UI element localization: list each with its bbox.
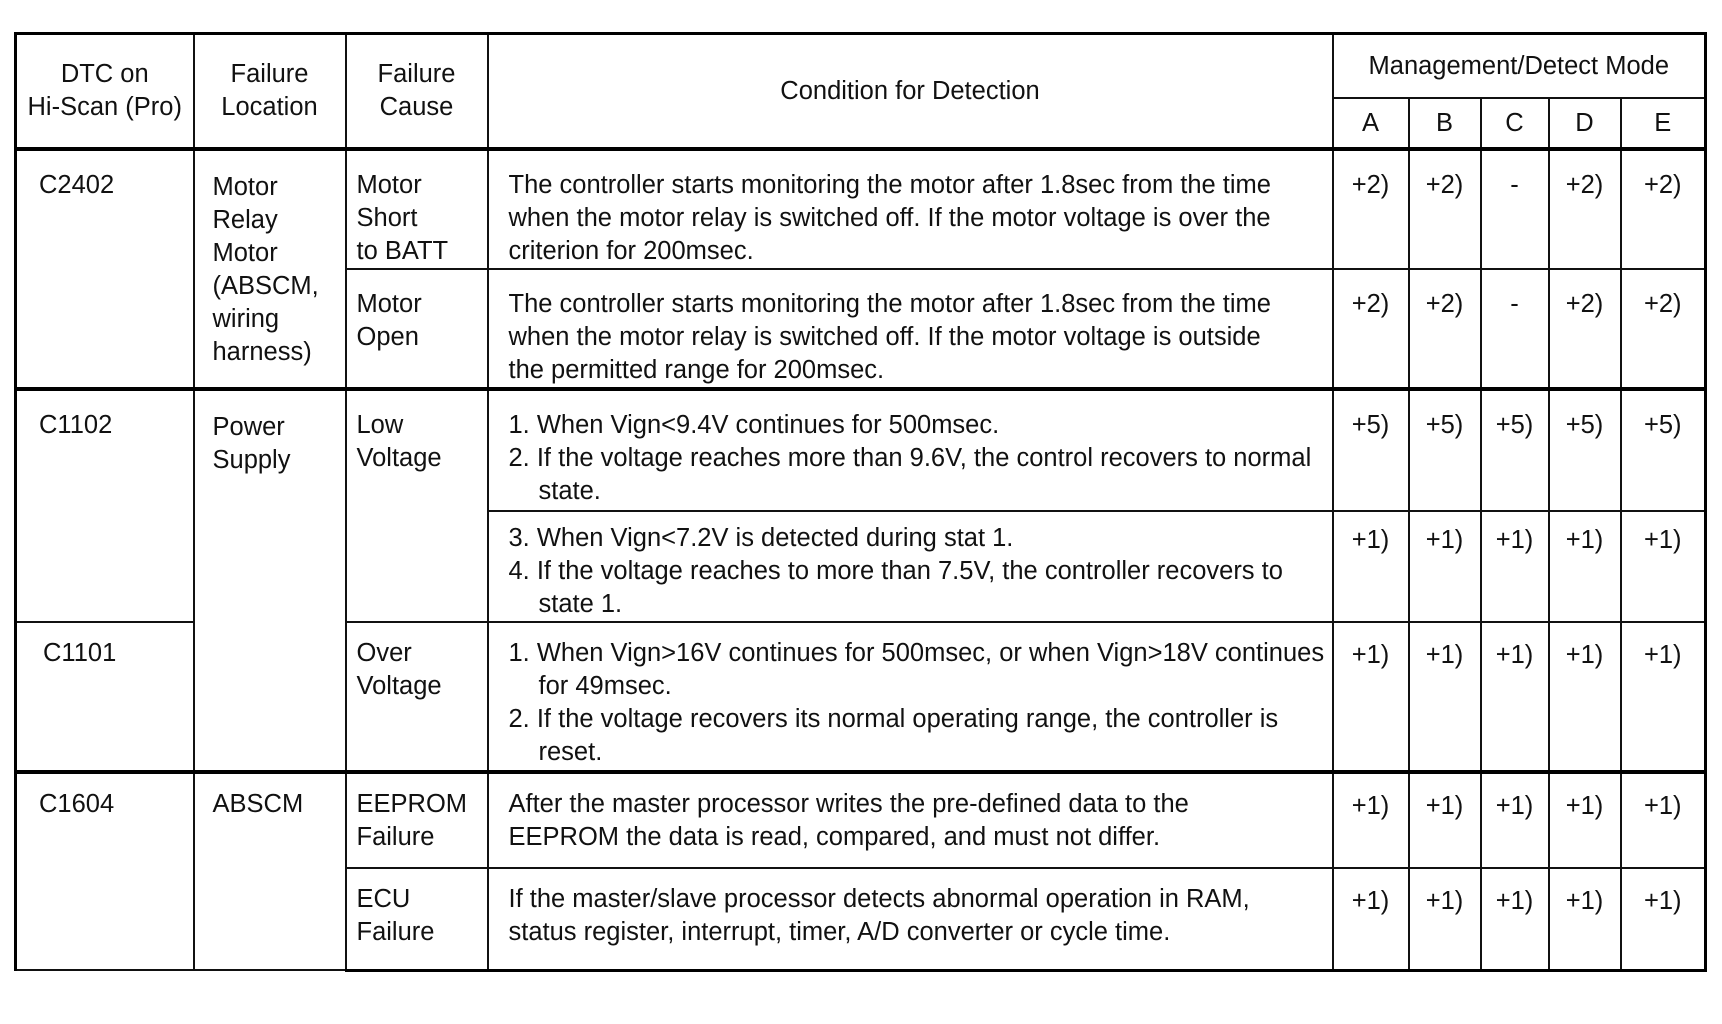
mode-e-value: +1) [1621, 772, 1706, 868]
mode-c-value: +1) [1481, 772, 1549, 868]
mode-a-value: +1) [1333, 511, 1409, 622]
cause-line: EEPROM [356, 790, 468, 818]
failure-cause [346, 772, 488, 868]
header-cause-line: Cause [379, 93, 454, 121]
mode-b-value: +2) [1409, 269, 1481, 389]
condition-line: status register, interrupt, timer, A/D converter or cycle time. [508, 918, 1171, 946]
table-row [16, 149, 1706, 269]
header-row [16, 34, 1706, 99]
condition-line: criterion for 200msec. [508, 237, 754, 265]
condition-list [509, 522, 1326, 621]
failure-cause [346, 269, 488, 389]
mode-e-value: +2) [1621, 149, 1706, 269]
header-location-line: Location [221, 93, 318, 121]
dtc-code: C1102 [16, 389, 194, 622]
mode-a-value: +2) [1333, 269, 1409, 389]
mode-b-value: +2) [1409, 149, 1481, 269]
condition-line: The controller starts monitoring the motor after 1.8sec from the time [508, 290, 1271, 318]
detection-condition [488, 511, 1333, 622]
mode-c-value: +5) [1481, 389, 1549, 511]
header-dtc-line: DTC on [60, 60, 149, 88]
mode-e-value: +5) [1621, 389, 1706, 511]
cause-line: Voltage [356, 444, 442, 472]
detection-condition [488, 772, 1333, 868]
mode-d-value: +2) [1549, 269, 1621, 389]
condition-line: If the master/slave processor detects abnormal operation in RAM, [508, 885, 1250, 913]
header-mode-c: C [1481, 98, 1549, 149]
cause-line: Motor [356, 171, 422, 199]
header-cause-line: Failure [377, 60, 456, 88]
cause-line: Failure [356, 823, 435, 851]
detection-condition [488, 269, 1333, 389]
failure-location [194, 149, 346, 389]
detection-condition [488, 622, 1333, 772]
mode-d-value: +1) [1549, 868, 1621, 970]
failure-location [194, 389, 346, 772]
cause-line: Short [356, 204, 418, 232]
cause-line: Low [356, 411, 404, 439]
cause-line: ECU [356, 885, 411, 913]
header-mode-group: Management/Detect Mode [1333, 34, 1706, 99]
failure-location [194, 772, 346, 970]
location-line: harness) [212, 338, 312, 366]
table-row [16, 772, 1706, 868]
mode-e-value: +1) [1621, 868, 1706, 970]
failure-cause [346, 149, 488, 269]
dtc-code: C1604 [16, 772, 194, 970]
location-line: Supply [212, 446, 291, 474]
mode-b-value: +1) [1409, 511, 1481, 622]
header-mode-e: E [1621, 98, 1706, 149]
cause-line: Motor [356, 290, 422, 318]
mode-d-value: +2) [1549, 149, 1621, 269]
condition-line: when the motor relay is switched off. If the motor voltage is outside [508, 323, 1261, 351]
dtc-code: C1101 [16, 622, 194, 772]
cause-line: to BATT [356, 237, 449, 265]
mode-c-value: +1) [1481, 622, 1549, 772]
condition-list [509, 409, 1326, 508]
mode-b-value: +1) [1409, 868, 1481, 970]
mode-a-value: +1) [1333, 868, 1409, 970]
location-line: ABSCM [212, 790, 304, 818]
header-location [194, 34, 346, 150]
header-cause [346, 34, 488, 150]
location-line: Relay [212, 206, 278, 234]
condition-line: when the motor relay is switched off. If the motor voltage is over the [508, 204, 1271, 232]
header-location-line: Failure [230, 60, 309, 88]
condition-item: 2. If the voltage recovers its normal operating range, the controller is reset. [508, 705, 1279, 766]
failure-cause [346, 389, 488, 622]
mode-d-value: +1) [1549, 622, 1621, 772]
condition-item: 1. When Vign<9.4V continues for 500msec. [508, 411, 1000, 439]
condition-line: the permitted range for 200msec. [508, 356, 885, 384]
failure-cause [346, 622, 488, 772]
header-mode-d: D [1549, 98, 1621, 149]
mode-a-value: +5) [1333, 389, 1409, 511]
header-dtc [16, 34, 194, 150]
detection-condition [488, 149, 1333, 269]
mode-d-value: +1) [1549, 511, 1621, 622]
mode-e-value: +1) [1621, 511, 1706, 622]
condition-line: EEPROM the data is read, compared, and must not differ. [508, 823, 1161, 851]
dtc-table-container [14, 32, 1704, 972]
cause-line: Open [356, 323, 419, 351]
location-line: Power [212, 413, 285, 441]
mode-a-value: +1) [1333, 622, 1409, 772]
mode-a-value: +1) [1333, 772, 1409, 868]
location-line: wiring [212, 305, 280, 333]
location-line: Motor [212, 173, 278, 201]
mode-c-value: +1) [1481, 511, 1549, 622]
mode-e-value: +2) [1621, 269, 1706, 389]
header-mode-a: A [1333, 98, 1409, 149]
condition-item: 1. When Vign>16V continues for 500msec, or when Vign>18V continues for 49msec. [508, 639, 1325, 700]
cause-line: Over [356, 639, 412, 667]
header-mode-b: B [1409, 98, 1481, 149]
mode-b-value: +1) [1409, 772, 1481, 868]
mode-d-value: +1) [1549, 772, 1621, 868]
dtc-code: C2402 [16, 149, 194, 389]
mode-c-value: +1) [1481, 868, 1549, 970]
header-condition: Condition for Detection [488, 34, 1333, 150]
cause-line: Voltage [356, 672, 442, 700]
condition-line: The controller starts monitoring the motor after 1.8sec from the time [508, 171, 1271, 199]
condition-item: 2. If the voltage reaches more than 9.6V, the control recovers to normal state. [508, 444, 1312, 505]
mode-e-value: +1) [1621, 622, 1706, 772]
condition-line: After the master processor writes the pre-defined data to the [508, 790, 1189, 818]
condition-list [509, 637, 1326, 769]
condition-item: 4. If the voltage reaches to more than 7.5V, the controller recovers to state 1. [508, 557, 1283, 618]
detection-condition [488, 868, 1333, 970]
dtc-table [14, 32, 1707, 972]
mode-c-value: - [1481, 149, 1549, 269]
location-line: Motor [212, 239, 278, 267]
location-line: (ABSCM, [212, 272, 319, 300]
condition-item: 3. When Vign<7.2V is detected during stat 1. [508, 524, 1014, 552]
failure-cause [346, 868, 488, 970]
mode-d-value: +5) [1549, 389, 1621, 511]
table-row [16, 389, 1706, 511]
mode-b-value: +5) [1409, 389, 1481, 511]
detection-condition [488, 389, 1333, 511]
mode-b-value: +1) [1409, 622, 1481, 772]
mode-a-value: +2) [1333, 149, 1409, 269]
header-dtc-line: Hi-Scan (Pro) [27, 93, 182, 121]
mode-c-value: - [1481, 269, 1549, 389]
cause-line: Failure [356, 918, 435, 946]
